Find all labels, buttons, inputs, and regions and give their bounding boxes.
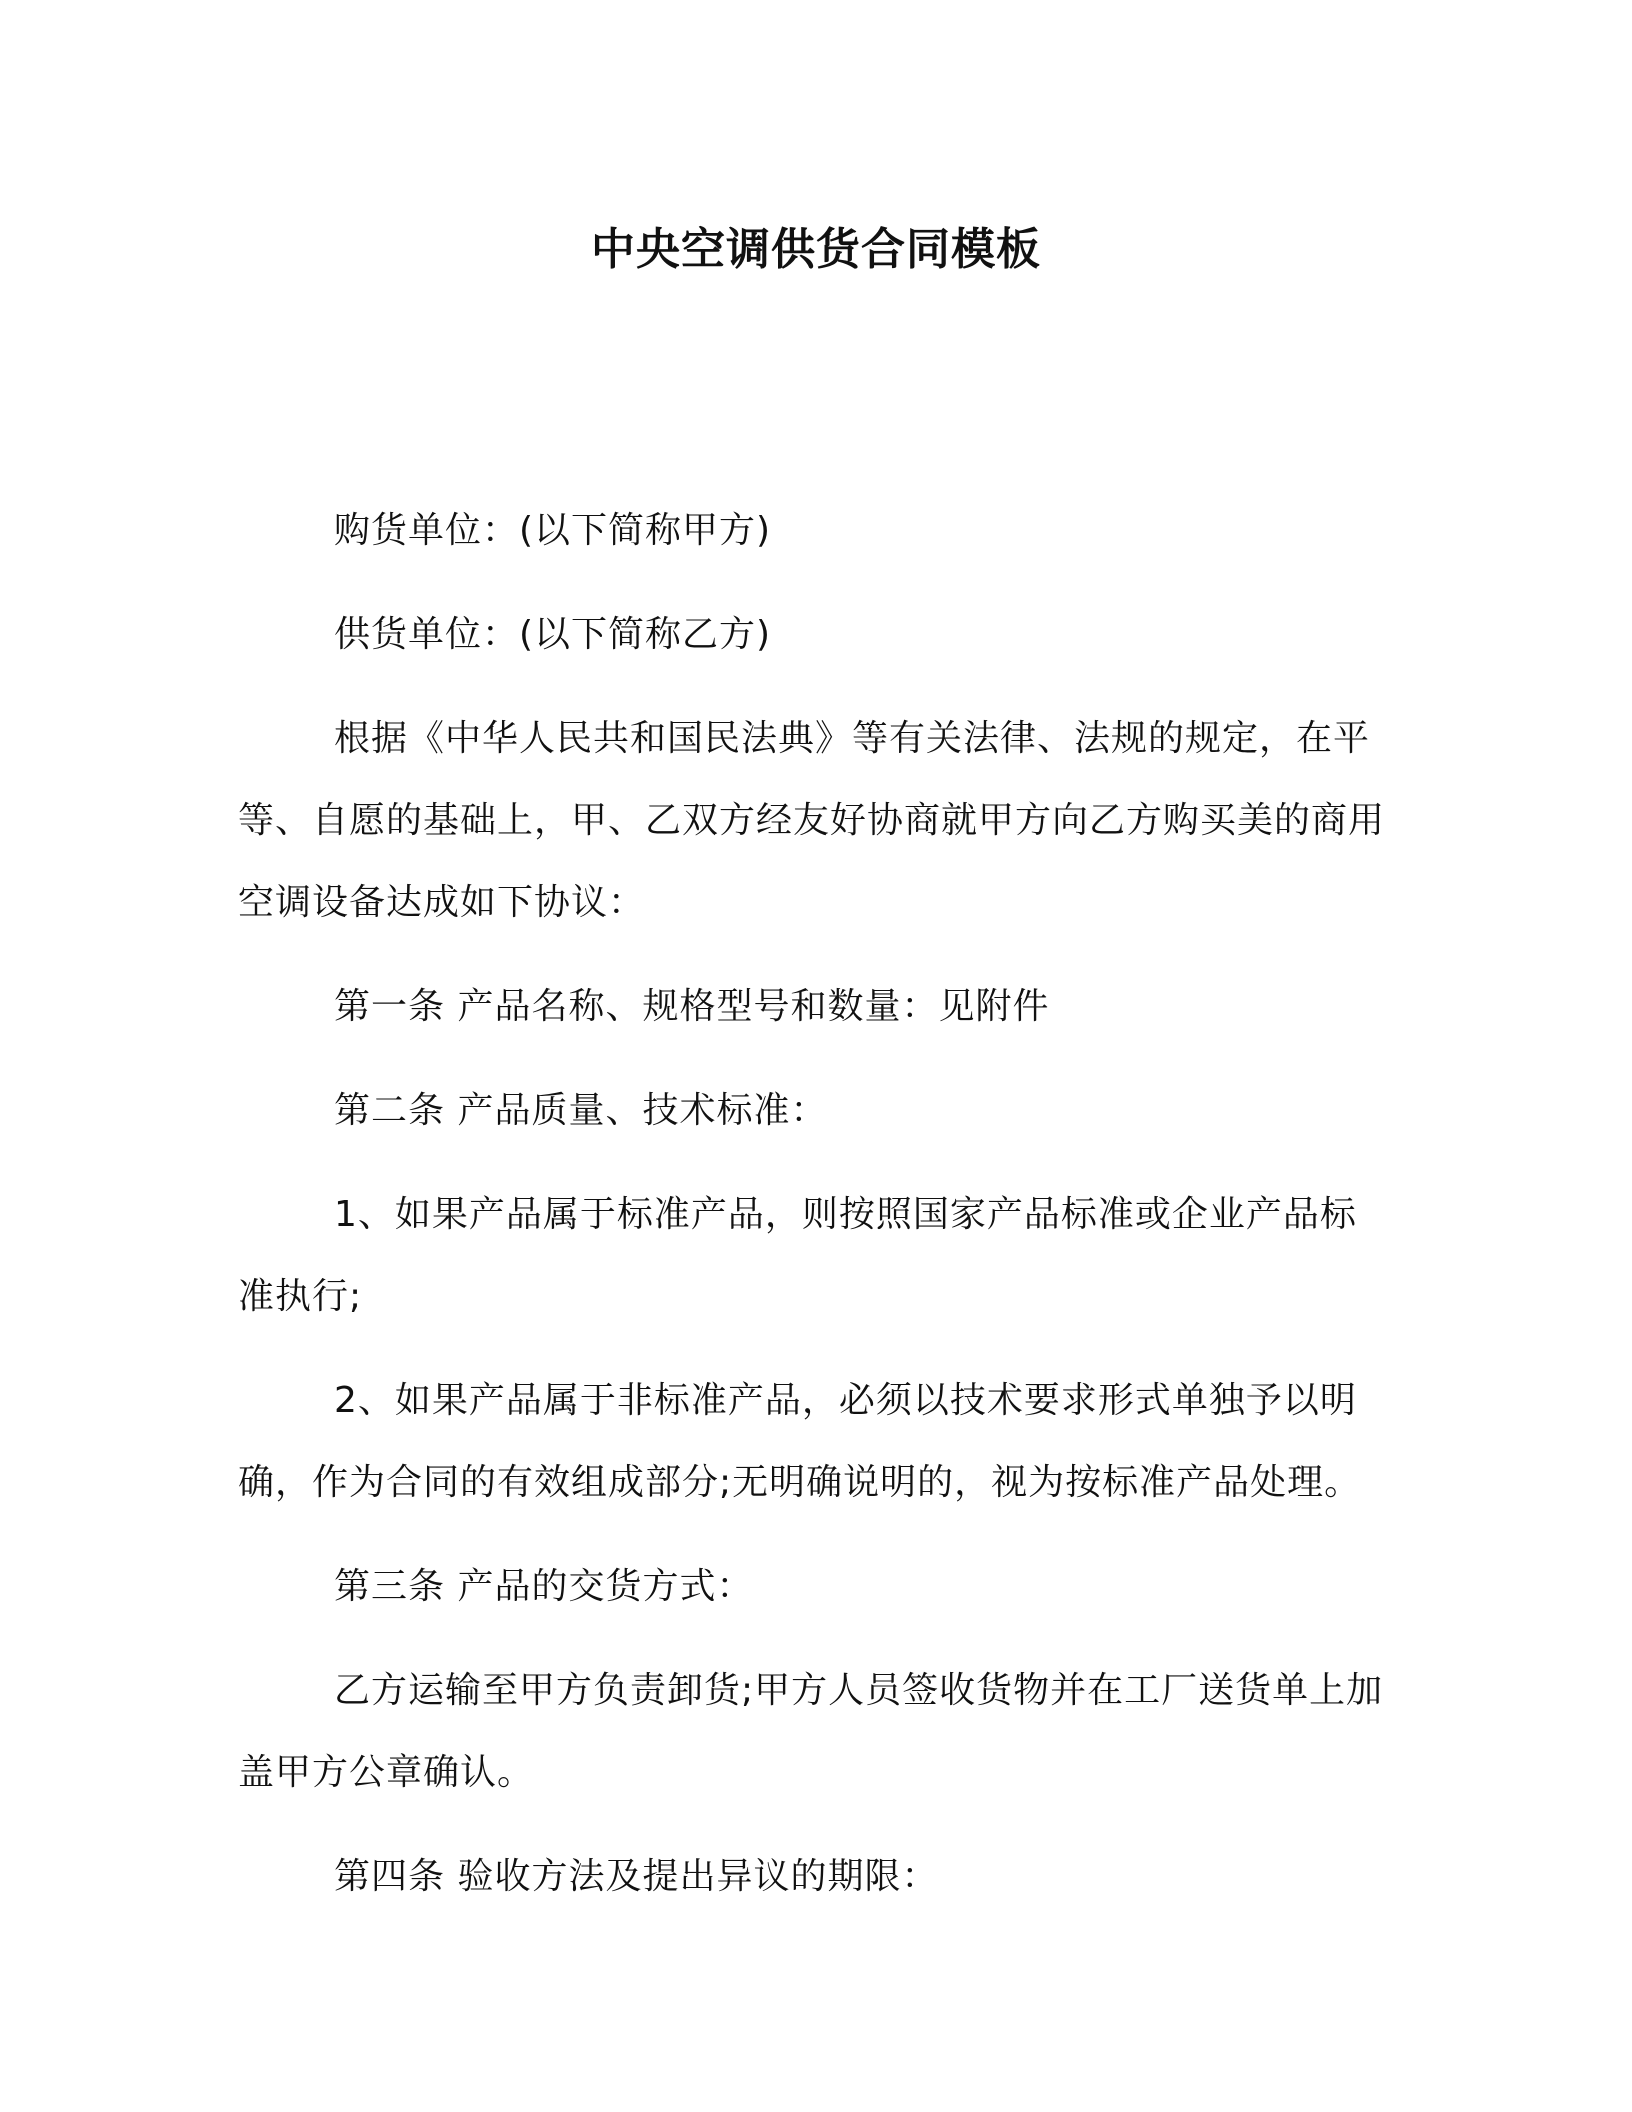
- document-body: [238, 490, 1388, 1940]
- article-2-item-1: 1、如果产品属于标准产品，则按照国家产品标准或企业产品标准执行;: [238, 1194, 1357, 1317]
- article-3-body: 乙方运输至甲方负责卸货;甲方人员签收货物并在工厂送货单上加盖甲方公章确认。: [238, 1670, 1384, 1793]
- article-1-heading: 第一条 产品名称、规格型号和数量：见附件: [334, 986, 1050, 1027]
- article-2-item-2: 2、如果产品属于非标准产品，必须以技术要求形式单独予以明确，作为合同的有效组成部分;无明确说明的，视为按标准产品处理。: [238, 1380, 1362, 1503]
- article-3-heading: 第三条 产品的交货方式：: [334, 1566, 754, 1607]
- article-2-heading: 第二条 产品质量、技术标准：: [334, 1090, 828, 1131]
- buyer-line: 购货单位：(以下简称甲方): [334, 510, 772, 551]
- article-4-heading: 第四条 验收方法及提出异议的期限：: [334, 1856, 939, 1897]
- document-title: 中央空调供货合同模板: [591, 224, 1041, 275]
- preamble-paragraph: 根据《中华人民共和国民法典》等有关法律、法规的规定，在平等、自愿的基础上，甲、乙双方经友好协商就甲方向乙方购买美的商用空调设备达成如下协议：: [238, 718, 1386, 923]
- supplier-line: 供货单位：(以下简称乙方): [334, 614, 772, 655]
